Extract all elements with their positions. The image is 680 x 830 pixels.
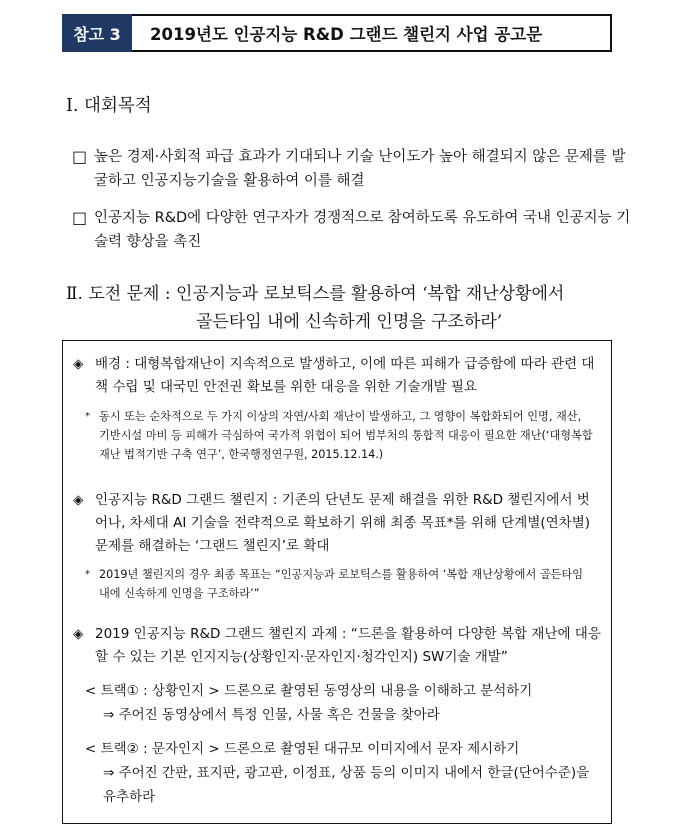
track-1-title: < 트랙① : 상황인지 > 드론으로 촬영된 동영상의 내용을 이해하고 분석하기 [85, 683, 533, 699]
grand-challenge-item [73, 489, 601, 558]
challenge-box [62, 340, 612, 824]
diamond-bullet-icon: ◈ [73, 356, 84, 372]
asterisk-marker: * [85, 569, 90, 580]
track-2-title: < 트랙② : 문자인지 > 드론으로 촬영된 대규모 이미지에서 문자 제시하기 [85, 741, 520, 757]
asterisk-marker: * [85, 411, 90, 422]
section2-line1: Ⅱ. 도전 문제 : 인공지능과 로보틱스를 활용하여 ‘복합 재난상황에서 [66, 284, 565, 304]
challenge-task-text: 2019 인공지능 R&D 그랜드 챌린지 과제 : “드론을 활용하여 다양한 복합 재난에 대응할 수 있는 기본 인지지능(상황인지·문자인지·청각인지) SW기술 개발” [95, 626, 601, 665]
section1-heading: Ⅰ. 대회목적 [66, 96, 152, 116]
footnote-disaster [85, 407, 595, 464]
track-2 [85, 737, 605, 809]
background-text: 배경 : 대형복합재난이 지속적으로 발생하고, 이에 따른 피해가 급증함에 따라 관련 대책 수립 및 대국민 안전권 확보를 위한 대응을 위한 기술개발 필요 [95, 356, 595, 395]
purpose-item-2 [72, 206, 632, 254]
section2-heading [66, 280, 646, 336]
footnote-text: 동시 또는 순차적으로 두 가지 이상의 자연/사회 재난이 발생하고, 그 영향이 복합화되어 인명, 재산, 기반시설 마비 등 피해가 극심하여 국가적 위협이 되어 범부처의 통합적 대응이 필요한 재난(‘대형복합재난 법적기반 구축 연구’, 한국행정연구원, 2015.12.14.) [99, 410, 593, 461]
track-2-task: ⇒ 주어진 간판, 표지판, 광고판, 이정표, 상품 등의 이미지 내에서 한글(단어수준)을 유추하라 [103, 765, 590, 805]
challenge-task-item [73, 623, 601, 669]
track-1-task: ⇒ 주어진 동영상에서 특정 인물, 사물 혹은 건물을 찾아라 [103, 707, 440, 723]
track-1 [85, 679, 605, 727]
document-title: 2019년도 인공지능 R&D 그랜드 챌린지 사업 공고문 [132, 14, 612, 52]
footnote-goal [85, 565, 595, 603]
section2-line2: 골든타임 내에 신속하게 인명을 구조하라’ [196, 312, 503, 332]
purpose-item-1 [72, 145, 632, 193]
checkbox-marker: □ [72, 147, 88, 166]
background-item [73, 353, 601, 399]
reference-tag: 참고 3 [62, 14, 132, 52]
diamond-bullet-icon: ◈ [73, 492, 84, 508]
grand-challenge-text: 인공지능 R&D 그랜드 챌린지 : 기존의 단년도 문제 해결을 위한 R&D 챌린지에서 벗어나, 차세대 AI 기술을 전략적으로 확보하기 위해 최종 목표*를 위해 단계별(연차별) 문제를 해결하는 ‘그랜드 챌린지’로 확대 [95, 492, 591, 554]
document-header [62, 14, 612, 52]
checkbox-marker: □ [72, 208, 88, 227]
purpose-item-text: 인공지능 R&D에 다양한 연구자가 경쟁적으로 참여하도록 유도하여 국내 인공지능 기술력 향상을 촉진 [94, 210, 631, 250]
purpose-item-text: 높은 경제·사회적 파급 효과가 기대되나 기술 난이도가 높아 해결되지 않은 문제를 발굴하고 인공지능기술을 활용하여 이를 해결 [94, 149, 626, 189]
footnote-text: 2019년 챌린지의 경우 최종 목표는 “인공지능과 로보틱스를 활용하여 ‘복합 재난상황에서 골든타임 내에 신속하게 인명을 구조하라’” [99, 568, 584, 600]
diamond-bullet-icon: ◈ [73, 626, 84, 642]
